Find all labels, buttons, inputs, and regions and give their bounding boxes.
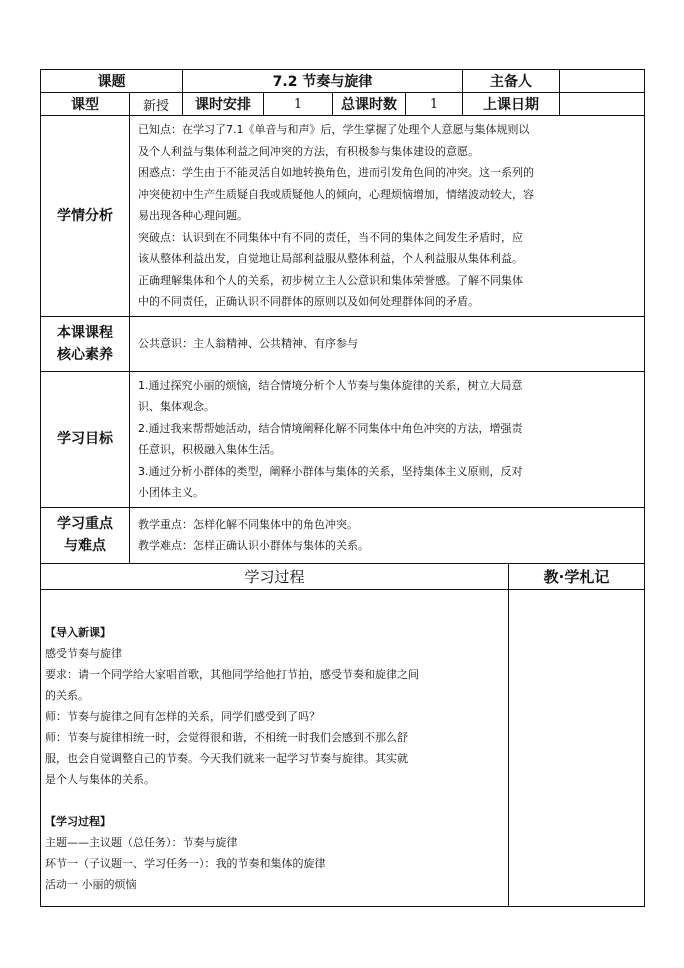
keypoint-line: 教学难点：怎样正确认识小群体与集体的关系。 xyxy=(138,539,369,552)
analysis-line: 正确理解集体和个人的关系，初步树立主人公意识和集体荣誉感。了解不同集体 xyxy=(138,273,523,287)
spacer xyxy=(45,790,504,811)
goal-line: 2.通过我来帮帮她活动，结合情境阐释化解不同集体中角色冲突的方法，增强责 xyxy=(138,421,523,435)
process-body xyxy=(41,589,509,906)
header-row-meta xyxy=(41,93,645,116)
total-hours-label: 总课时数 xyxy=(333,93,406,116)
keypoints-label-line2: 与难点 xyxy=(64,538,106,554)
literacy-label-line2: 核心素养 xyxy=(57,346,113,363)
learn-heading: 【学习过程】 xyxy=(45,814,111,828)
goal-line: 识、集体观念。 xyxy=(138,400,215,413)
analysis-line: 困惑点：学生由于不能灵活自如地转换角色，进而引发角色间的冲突。这一系列的 xyxy=(138,166,534,179)
analysis-content xyxy=(130,116,645,317)
preparer-label: 主备人 xyxy=(463,70,560,93)
goals-label: 学习目标 xyxy=(41,371,130,507)
keypoints-label-line1: 学习重点 xyxy=(57,516,113,532)
keypoints-label xyxy=(41,507,130,563)
goal-line: 小团体主义。 xyxy=(138,486,204,499)
analysis-line: 中的不同责任，正确认识不同群体的原则以及如何处理群体间的矛盾。 xyxy=(138,295,479,308)
literacy-content: 公共意识：主人翁精神、公共精神、有序参与 xyxy=(130,316,645,371)
lesson-plan-table xyxy=(40,69,645,907)
literacy-label xyxy=(41,316,130,371)
intro-line: 师：节奏与旋律之间有怎样的关系，同学们感受到了吗？ xyxy=(45,709,320,723)
analysis-line: 易出现各种心理问题。 xyxy=(138,209,248,222)
learn-line: 环节一（子议题一、学习任务一）：我的节奏和集体的旋律 xyxy=(45,856,326,870)
analysis-line: 及个人利益与集体利益之间冲突的方法，有积极参与集体建设的意愿。 xyxy=(138,144,479,158)
hours-label: 课时安排 xyxy=(183,93,264,116)
literacy-label-line1: 本课课程 xyxy=(57,324,113,341)
analysis-label: 学情分析 xyxy=(41,116,130,317)
hours-value: 1 xyxy=(264,93,333,116)
process-title: 学习过程 xyxy=(41,563,509,589)
intro-line: 要求：请一个同学给大家唱首歌，其他同学给他打节拍，感受节奏和旋律之间 xyxy=(45,667,419,681)
date-value xyxy=(560,93,645,116)
notes-body xyxy=(509,589,645,906)
type-value: 新授 xyxy=(130,93,183,116)
process-header-row xyxy=(41,563,645,589)
topic-value: 7.2 节奏与旋律 xyxy=(183,70,463,93)
notes-title: 教·学札记 xyxy=(509,563,645,589)
goals-content xyxy=(130,371,645,507)
lesson-plan-sheet xyxy=(40,69,644,907)
preparer-value xyxy=(560,70,645,93)
header-row-topic xyxy=(41,70,645,93)
learn-line: 主题——主议题（总任务）：节奏与旋律 xyxy=(45,835,238,849)
keypoint-line: 教学重点：怎样化解不同集体中的角色冲突。 xyxy=(138,517,358,531)
keypoints-content xyxy=(130,507,645,563)
date-label: 上课日期 xyxy=(463,93,560,116)
intro-line: 的关系。 xyxy=(45,688,89,702)
intro-line: 服，也会自觉调整自己的节奏。今天我们就来一起学习节奏与旋律。其实就 xyxy=(45,751,408,765)
intro-heading: 【导入新课】 xyxy=(45,625,111,639)
goal-line: 3.通过分析小群体的类型，阐释小群体与集体的关系，坚持集体主义原则，反对 xyxy=(138,464,523,478)
keypoints-row xyxy=(41,507,645,563)
total-hours-value: 1 xyxy=(406,93,463,116)
analysis-line: 突破点：认识到在不同集体中有不同的责任，当不同的集体之间发生矛盾时，应 xyxy=(138,230,523,244)
type-label: 课型 xyxy=(41,93,130,116)
process-body-row xyxy=(41,589,645,906)
goal-line: 1.通过探究小丽的烦恼，结合情境分析个人节奏与集体旋律的关系，树立大局意 xyxy=(138,378,523,392)
analysis-row xyxy=(41,116,645,317)
intro-line: 是个人与集体的关系。 xyxy=(45,772,155,786)
intro-line: 感受节奏与旋律 xyxy=(45,646,122,660)
analysis-line: 该从整体利益出发，自觉地让局部利益服从整体利益，个人利益服从集体利益。 xyxy=(138,252,523,265)
analysis-line: 冲突使初中生产生质疑自我或质疑他人的倾向，心理烦恼增加，情绪波动较大，容 xyxy=(138,187,534,201)
analysis-line: 已知点：在学习了7.1《单音与和声》后，学生掌握了处理个人意愿与集体规则以 xyxy=(138,123,530,136)
literacy-row xyxy=(41,316,645,371)
topic-label: 课题 xyxy=(41,70,183,93)
goals-row xyxy=(41,371,645,507)
goal-line: 任意识，积极融入集体生活。 xyxy=(138,443,281,456)
intro-line: 师：节奏与旋律相统一时，会觉得很和谐，不相统一时我们会感到不那么舒 xyxy=(45,730,408,744)
learn-line: 活动一 小丽的烦恼 xyxy=(45,877,137,891)
